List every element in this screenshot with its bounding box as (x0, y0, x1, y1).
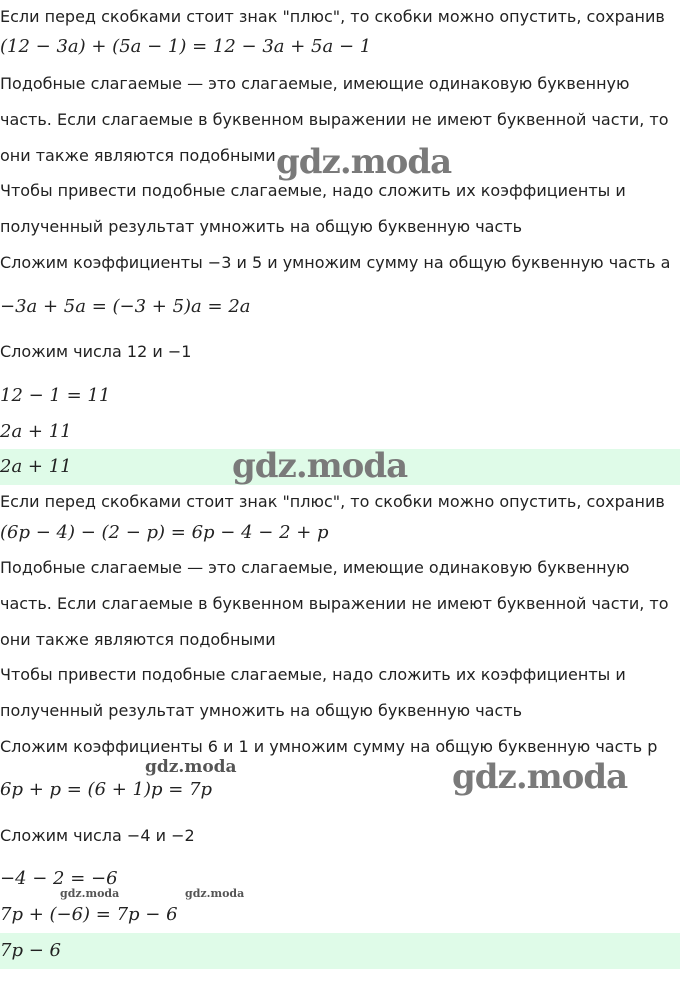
watermark: gdz.moda (232, 446, 408, 486)
equation-numbers: −4 − 2 = −6 (0, 868, 118, 889)
text-like-terms-def-cont: часть. Если слагаемые в буквенном выражении не имеют буквенной части, то (0, 594, 669, 613)
equation-coefficients: 6p + p = (6 + 1)p = 7p (0, 779, 213, 800)
text-combine-rule-cont: полученный результат умножить на общую буквенную часть (0, 701, 523, 720)
text-combine-rule: Чтобы привести подобные слагаемые, надо сложить их коэффициенты и (0, 665, 626, 684)
text-like-terms-def: Подобные слагаемые — это слагаемые, имеющие одинаковую буквенную (0, 74, 630, 93)
text-add-coefficients: Сложим коэффициенты 6 и 1 и умножим сумму на общую буквенную часть p (0, 737, 658, 756)
watermark: gdz.moda (452, 757, 628, 797)
watermark: gdz.moda (185, 887, 245, 900)
text-like-terms-def-end: они также являются подобными (0, 630, 276, 649)
text-rule-brackets: Если перед скобками стоит знак "плюс", то скобки можно опустить, сохранив (0, 492, 665, 511)
text-add-coefficients: Сложим коэффициенты −3 и 5 и умножим сумму на общую буквенную часть a (0, 253, 671, 272)
equation-numbers: 12 − 1 = 11 (0, 385, 111, 406)
equation-open-brackets: (6p − 4) − (2 − p) = 6p − 4 − 2 + p (0, 522, 329, 543)
text-like-terms-def-cont: часть. Если слагаемые в буквенном выражении не имеют буквенной части, то (0, 110, 669, 129)
equation-open-brackets: (12 − 3a) + (5a − 1) = 12 − 3a + 5a − 1 (0, 36, 372, 57)
text-like-terms-def: Подобные слагаемые — это слагаемые, имеющие одинаковую буквенную (0, 558, 630, 577)
equation-result: 2a + 11 (0, 421, 72, 442)
equation-coefficients: −3a + 5a = (−3 + 5)a = 2a (0, 296, 251, 317)
text-add-numbers: Сложим числа −4 и −2 (0, 826, 195, 845)
text-combine-rule: Чтобы привести подобные слагаемые, надо сложить их коэффициенты и (0, 181, 626, 200)
text-add-numbers: Сложим числа 12 и −1 (0, 342, 192, 361)
text-rule-brackets: Если перед скобками стоит знак "плюс", то скобки можно опустить, сохранив (0, 7, 665, 26)
text-like-terms-def-end: они также являются подобными (0, 146, 276, 165)
watermark: gdz.moda (276, 142, 452, 182)
watermark: gdz.moda (60, 887, 120, 900)
answer-value: 2a + 11 (0, 456, 72, 477)
text-combine-rule-cont: полученный результат умножить на общую буквенную часть (0, 217, 523, 236)
answer-value: 7p − 6 (0, 940, 61, 961)
equation-result: 7p + (−6) = 7p − 6 (0, 904, 178, 925)
watermark: gdz.moda (145, 757, 237, 777)
answer-box (0, 933, 680, 969)
